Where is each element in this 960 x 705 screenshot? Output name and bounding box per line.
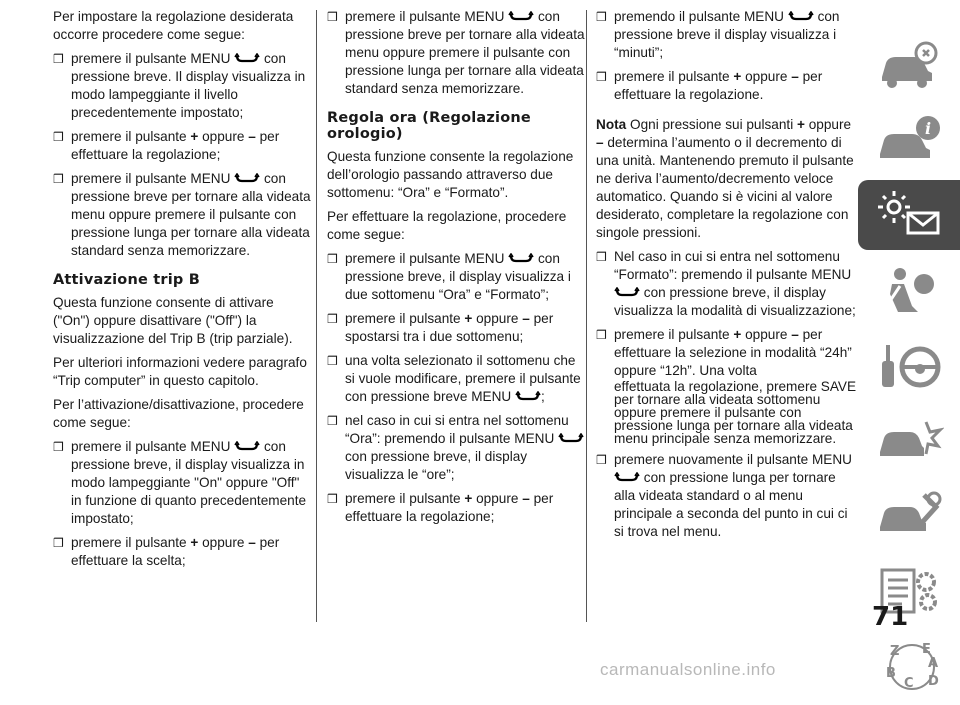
menu-button-icon bbox=[614, 287, 640, 297]
checkbox-bullet-icon: ❒ bbox=[327, 10, 338, 24]
tab-car-wrench[interactable] bbox=[858, 480, 960, 550]
minus-button-symbol: – bbox=[522, 491, 530, 506]
list-item: ❒ premere il pulsante + oppure – per spostarsi tra i due sottomenu; bbox=[327, 311, 554, 344]
minus-button-symbol: – bbox=[596, 135, 604, 150]
menu-button-icon bbox=[614, 472, 640, 482]
menu-button-icon bbox=[515, 391, 541, 401]
checkbox-bullet-icon: ❒ bbox=[53, 440, 64, 454]
menu-button-icon bbox=[234, 441, 260, 451]
paragraph: Per ulteriori informazioni vedere paragrafo “Trip computer” in questo capitolo. bbox=[53, 355, 307, 388]
plus-button-symbol: + bbox=[733, 69, 742, 84]
svg-text:C: C bbox=[904, 676, 914, 691]
paragraph: Per effettuare la regolazione, procedere come segue: bbox=[327, 209, 567, 242]
list-item: ❒ premere il pulsante + oppure – per effettuare la selezione in modalità “24h” oppure “12h”. Una volta effettuata la regolazione, premere SAVE per tornare alla videata sottomenu oppure premere il pulsante con pressione lunga per tornare alla videata menu principale senza memorizzare. bbox=[596, 327, 857, 446]
tab-car-info[interactable] bbox=[858, 105, 960, 175]
airbag-seat-icon bbox=[874, 262, 944, 318]
paragraph: Per l’attivazione/disattivazione, procedere come segue: bbox=[53, 397, 304, 430]
minus-button-symbol: – bbox=[248, 129, 256, 144]
list-item: ❒ Nel caso in cui si entra nel sottomenu “Formato”: premendo il pulsante MENU con pressione breve, il display visualizza la modalità di visualizzazione; bbox=[596, 249, 856, 318]
plus-button-symbol: + bbox=[190, 129, 199, 144]
minus-button-symbol: – bbox=[248, 535, 256, 550]
menu-button-icon bbox=[234, 173, 260, 183]
car-info-icon bbox=[874, 112, 944, 168]
svg-text:B: B bbox=[886, 666, 896, 681]
car-wrench-icon bbox=[874, 487, 944, 543]
checkbox-bullet-icon: ❒ bbox=[596, 70, 607, 84]
list-item: ❒ premere il pulsante MENU con pressione breve per tornare alla videata menu oppure premere il pulsante con pressione lunga per tornare alla videata standard senza memorizzare. bbox=[53, 171, 311, 258]
checkbox-bullet-icon: ❒ bbox=[596, 10, 607, 24]
menu-button-icon bbox=[234, 53, 260, 63]
checkbox-bullet-icon: ❒ bbox=[596, 328, 607, 342]
checkbox-bullet-icon: ❒ bbox=[327, 354, 338, 368]
menu-button-icon bbox=[788, 11, 814, 21]
column-divider-1 bbox=[316, 10, 317, 622]
car-crash-icon bbox=[874, 412, 944, 468]
svg-text:Z: Z bbox=[890, 644, 900, 659]
section-heading: Regola ora (Regolazione orologio) bbox=[327, 110, 531, 142]
list-item: ❒ premere il pulsante MENU con pressione breve, il display visualizza in modo lampeggiante "On" oppure "Off" in funzione di quanto precedentemente impostato; bbox=[53, 439, 307, 526]
minus-button-symbol: – bbox=[522, 311, 530, 326]
paragraph: Questa funzione consente di attivare ("On") oppure disattivare ("Off") la visualizzazione del Trip B (trip parziale). bbox=[53, 295, 293, 346]
plus-button-symbol: + bbox=[464, 311, 473, 326]
paragraph: Questa funzione consente la regolazione dell’orologio passando attraverso due sottomenu: “Ora” e “Formato”. bbox=[327, 149, 574, 200]
list-item: ❒ premere nuovamente il pulsante MENU con pressione lunga per tornare alla videata standard o al menu principale a seconda del punto in cui ci si trova nel menu. bbox=[596, 452, 853, 539]
nota-paragraph: Nota Ogni pressione sui pulsanti + oppure – determina l’aumento o il decremento di una unità. Mantenendo premuto il pulsante ne deriva l’aumento/decremento veloce automatico. Quando si è vicini al valore desiderato, completare la regolazione con singole pressioni. bbox=[596, 117, 854, 240]
checkbox-bullet-icon: ❒ bbox=[53, 536, 64, 550]
tab-lights-message[interactable] bbox=[858, 180, 960, 250]
key-steering-icon bbox=[874, 337, 944, 393]
list-item: ❒ premere il pulsante MENU con pressione breve, il display visualizza i due sottomenu “Ora” e “Formato”; bbox=[327, 251, 571, 302]
column-3 bbox=[596, 8, 858, 547]
plus-button-symbol: + bbox=[797, 117, 805, 132]
svg-text:D: D bbox=[928, 674, 939, 689]
checkbox-bullet-icon: ❒ bbox=[53, 172, 64, 186]
plus-button-symbol: + bbox=[190, 535, 199, 550]
checkbox-bullet-icon: ❒ bbox=[327, 312, 338, 326]
svg-text:E: E bbox=[922, 642, 931, 657]
lights-message-icon bbox=[874, 187, 944, 243]
intro-paragraph: Per impostare la regolazione desiderata occorre procedere come segue: bbox=[53, 9, 294, 42]
alphabet-index-icon bbox=[874, 637, 944, 693]
list-item: ❒ premere il pulsante + oppure – per effettuare la regolazione; bbox=[327, 491, 554, 524]
svg-text:i: i bbox=[924, 119, 932, 138]
list-item: ❒ premere il pulsante MENU con pressione breve per tornare alla videata menu oppure premere il pulsante con pressione lunga per tornare alla videata standard senza memorizzare. bbox=[327, 9, 585, 96]
menu-button-icon bbox=[558, 433, 584, 443]
checkbox-bullet-icon: ❒ bbox=[53, 52, 64, 66]
minus-button-symbol: – bbox=[791, 69, 799, 84]
list-item: ❒ premere il pulsante + oppure – per effettuare la regolazione. bbox=[596, 69, 823, 102]
tab-key-steering[interactable] bbox=[858, 330, 960, 400]
list-item: ❒ premere il pulsante + oppure – per effettuare la regolazione; bbox=[53, 129, 280, 162]
tab-alphabet-index[interactable] bbox=[858, 630, 960, 700]
menu-button-icon bbox=[508, 11, 534, 21]
list-item: ❒ premendo il pulsante MENU con pressione breve il display visualizza i “minuti”; bbox=[596, 9, 840, 60]
nota-label: Nota bbox=[596, 117, 627, 132]
list-item: ❒ premere il pulsante + oppure – per effettuare la scelta; bbox=[53, 535, 280, 568]
tab-car-crash[interactable] bbox=[858, 405, 960, 475]
list-item: ❒ una volta selezionato il sottomenu che si vuole modificare, premere il pulsante con pressione breve MENU ; bbox=[327, 353, 581, 404]
menu-button-icon bbox=[508, 253, 534, 263]
plus-button-symbol: + bbox=[733, 327, 742, 342]
car-alert-icon bbox=[874, 37, 944, 93]
section-heading: Attivazione trip B bbox=[53, 272, 200, 288]
column-2 bbox=[327, 8, 589, 532]
checkbox-bullet-icon: ❒ bbox=[53, 130, 64, 144]
minus-button-symbol: – bbox=[791, 327, 799, 342]
checkbox-bullet-icon: ❒ bbox=[327, 414, 338, 428]
tab-car-alert[interactable] bbox=[858, 30, 960, 100]
checkbox-bullet-icon: ❒ bbox=[596, 453, 607, 467]
watermark: carmanualsonline.info bbox=[600, 660, 776, 679]
tab-airbag-seat[interactable] bbox=[858, 255, 960, 325]
list-item: ❒ premere il pulsante MENU con pressione breve. Il display visualizza in modo lampeggiante il livello precedentemente impostato; bbox=[53, 51, 306, 120]
column-1 bbox=[53, 8, 313, 576]
list-item: ❒ nel caso in cui si entra nel sottomenu “Ora”: premendo il pulsante MENU con pressione breve, il display visualizza le “ore”; bbox=[327, 412, 589, 484]
plus-button-symbol: + bbox=[464, 491, 473, 506]
checkbox-bullet-icon: ❒ bbox=[596, 250, 607, 264]
svg-text:A: A bbox=[928, 656, 939, 671]
condensed-text: effettuata la regolazione, premere SAVE per tornare alla videata sottomenu oppure premere il pulsante con pressione lunga per tornare alla videata menu principale senza memorizzare. bbox=[614, 379, 857, 446]
checkbox-bullet-icon: ❒ bbox=[327, 252, 338, 266]
page-number: 71 bbox=[872, 602, 909, 632]
checkbox-bullet-icon: ❒ bbox=[327, 492, 338, 506]
